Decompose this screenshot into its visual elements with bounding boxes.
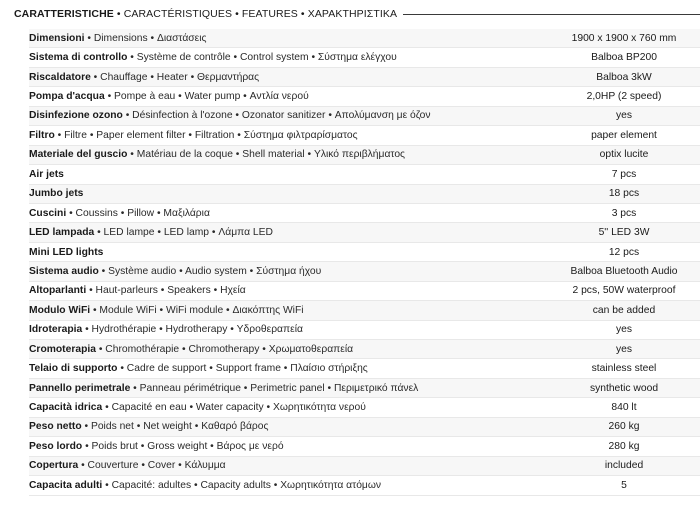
spec-row xyxy=(29,87,700,106)
spec-label xyxy=(29,305,549,316)
spec-value: 18 pcs xyxy=(608,188,640,200)
section-title-translations: • CARACTÉRISTIQUES • FEATURES • ΧΑΡΑΚΤΗΡΙΣΤΙΚΑ xyxy=(113,8,398,20)
spec-label-translations: • Hydrothérapie • Hydrotherapy • Υδροθεραπεία xyxy=(82,324,303,336)
spec-label-italian: Peso netto xyxy=(29,421,82,433)
spec-label-italian: Capacità idrica xyxy=(29,402,103,414)
spec-label-translations: • Système audio • Audio system • Σύστημα ήχου xyxy=(98,265,322,277)
spec-row xyxy=(29,107,700,126)
spec-label-italian: Sistema di controllo xyxy=(29,52,128,64)
spec-label xyxy=(29,208,549,219)
spec-row xyxy=(29,185,700,204)
spec-label xyxy=(29,363,549,374)
spec-label-italian: LED lampada xyxy=(29,227,95,239)
spec-label-translations: • Matériau de la coque • Shell material • Υλικό περιβλήματος xyxy=(127,149,406,161)
spec-label-italian: Modulo WiFi xyxy=(29,304,91,316)
spec-label-italian: Peso lordo xyxy=(29,440,83,452)
spec-value: Balboa Bluetooth Audio xyxy=(570,265,678,277)
spec-label-italian: Altoparlanti xyxy=(29,285,87,297)
spec-label-translations: • Panneau périmétrique • Perimetric panel • Περιμετρικό πάνελ xyxy=(130,382,419,394)
spec-row xyxy=(29,204,700,223)
spec-label-italian: Idroterapia xyxy=(29,324,83,336)
spec-label-translations: • Chromothérapie • Chromotherapy • Χρωματοθεραπεία xyxy=(95,343,354,355)
spec-row xyxy=(29,223,700,242)
spec-label-italian: Jumbo jets xyxy=(29,188,84,200)
spec-label-italian: Capacita adulti xyxy=(29,479,103,491)
spec-value: yes xyxy=(615,343,633,355)
spec-value: 840 lt xyxy=(611,402,637,414)
spec-label-translations: • LED lampe • LED lamp • Λάμπα LED xyxy=(94,227,273,239)
spec-label xyxy=(29,480,549,491)
spec-label-italian: Disinfezione ozono xyxy=(29,110,123,122)
spec-label-translations: • Capacité: adultes • Capacity adults • Χωρητικότητα ατόμων xyxy=(102,479,382,491)
spec-label xyxy=(29,52,549,63)
spec-value: Balboa BP200 xyxy=(591,52,657,64)
spec-value: paper element xyxy=(591,129,657,141)
spec-table xyxy=(29,29,700,496)
section-title-lead: CARATTERISTICHE xyxy=(14,8,114,20)
spec-value: included xyxy=(604,460,644,472)
spec-row xyxy=(29,126,700,145)
spec-label xyxy=(29,421,549,432)
spec-value: 2 pcs, 50W waterproof xyxy=(572,285,676,297)
spec-label xyxy=(29,188,549,199)
spec-label-translations: • Chauffage • Heater • Θερμαντήρας xyxy=(90,71,260,83)
spec-row xyxy=(29,29,700,48)
spec-row xyxy=(29,476,700,495)
spec-value: 12 pcs xyxy=(608,246,640,258)
spec-label-translations: • Dimensions • Διαστάσεις xyxy=(84,32,207,44)
spec-label-translations: • Système de contrôle • Control system • Σύστημα ελέγχου xyxy=(127,52,397,64)
section-title xyxy=(14,8,397,20)
spec-label xyxy=(29,247,549,258)
spec-label-italian: Pannello perimetrale xyxy=(29,382,131,394)
spec-label xyxy=(29,402,549,413)
spec-label xyxy=(29,266,549,277)
spec-value: Balboa 3kW xyxy=(596,71,652,83)
spec-label-italian: Pompa d'acqua xyxy=(29,91,105,103)
spec-row xyxy=(29,321,700,340)
spec-row xyxy=(29,165,700,184)
spec-value: 1900 x 1900 x 760 mm xyxy=(571,32,677,44)
spec-label-translations: • Couverture • Cover • Κάλυμμα xyxy=(78,460,226,472)
spec-row xyxy=(29,262,700,281)
spec-row xyxy=(29,457,700,476)
spec-value: 7 pcs xyxy=(611,168,637,180)
spec-label xyxy=(29,91,549,102)
spec-row xyxy=(29,48,700,67)
spec-row xyxy=(29,340,700,359)
spec-label-translations: • Haut-parleurs • Speakers • Ηχεία xyxy=(86,285,246,297)
spec-label-translations: • Filtre • Paper element filter • Filtration • Σύστημα φιλτραρίσματος xyxy=(54,129,358,141)
spec-label xyxy=(29,324,549,335)
spec-label-italian: Mini LED lights xyxy=(29,246,104,258)
spec-label-italian: Cromoterapia xyxy=(29,343,96,355)
spec-value: can be added xyxy=(592,304,656,316)
spec-value: 5'' LED 3W xyxy=(598,227,650,239)
spec-label-italian: Riscaldatore xyxy=(29,71,91,83)
spec-value: yes xyxy=(615,110,633,122)
spec-label xyxy=(29,344,549,355)
spec-label-translations: • Coussins • Pillow • Μαξιλάρια xyxy=(66,207,210,219)
spec-label-italian: Cuscini xyxy=(29,207,67,219)
spec-value: 2,0HP (2 speed) xyxy=(586,91,662,103)
spec-value: optix lucite xyxy=(599,149,649,161)
spec-value: yes xyxy=(615,324,633,336)
spec-label-italian: Air jets xyxy=(29,168,64,180)
spec-row xyxy=(29,437,700,456)
spec-label xyxy=(29,383,549,394)
header-divider xyxy=(403,14,700,15)
spec-label-italian: Copertura xyxy=(29,460,79,472)
spec-value: 3 pcs xyxy=(611,207,637,219)
section-header xyxy=(14,6,700,22)
spec-label-italian: Dimensioni xyxy=(29,32,85,44)
spec-label xyxy=(29,460,549,471)
spec-label-translations: • Désinfection à l'ozone • Ozonator sanitizer • Απολύμανση με όζον xyxy=(122,110,431,122)
spec-value: 280 kg xyxy=(608,440,640,452)
spec-label xyxy=(29,110,549,121)
spec-label-translations: • Cadre de support • Support frame • Πλαίσιο στήριξης xyxy=(117,363,368,375)
spec-value: stainless steel xyxy=(591,363,657,375)
spec-row xyxy=(29,146,700,165)
spec-label xyxy=(29,149,549,160)
spec-row xyxy=(29,359,700,378)
spec-value: 260 kg xyxy=(608,421,640,433)
spec-row xyxy=(29,243,700,262)
spec-label xyxy=(29,33,549,44)
spec-label-translations: • Module WiFi • WiFi module • Διακόπτης WiFi xyxy=(90,304,304,316)
spec-label-translations: • Pompe à eau • Water pump • Αντλία νερού xyxy=(104,91,309,103)
spec-label xyxy=(29,441,549,452)
spec-label-translations: • Capacité en eau • Water capacity • Χωρητικότητα νερού xyxy=(102,402,366,414)
spec-row xyxy=(29,398,700,417)
spec-row xyxy=(29,379,700,398)
spec-label-translations: • Poids brut • Gross weight • Βάρος με νερό xyxy=(82,440,284,452)
spec-label xyxy=(29,130,549,141)
spec-label-italian: Filtro xyxy=(29,129,55,141)
spec-label xyxy=(29,227,549,238)
spec-value: synthetic wood xyxy=(589,382,659,394)
spec-label xyxy=(29,285,549,296)
spec-row xyxy=(29,418,700,437)
spec-label-italian: Sistema audio xyxy=(29,265,99,277)
spec-row xyxy=(29,301,700,320)
spec-value: 5 xyxy=(621,479,627,491)
spec-label-italian: Materiale del guscio xyxy=(29,149,128,161)
spec-row xyxy=(29,282,700,301)
spec-row xyxy=(29,68,700,87)
spec-label xyxy=(29,169,549,180)
spec-label-italian: Telaio di supporto xyxy=(29,363,118,375)
spec-label-translations: • Poids net • Net weight • Καθαρό βάρος xyxy=(81,421,269,433)
spec-label xyxy=(29,72,549,83)
